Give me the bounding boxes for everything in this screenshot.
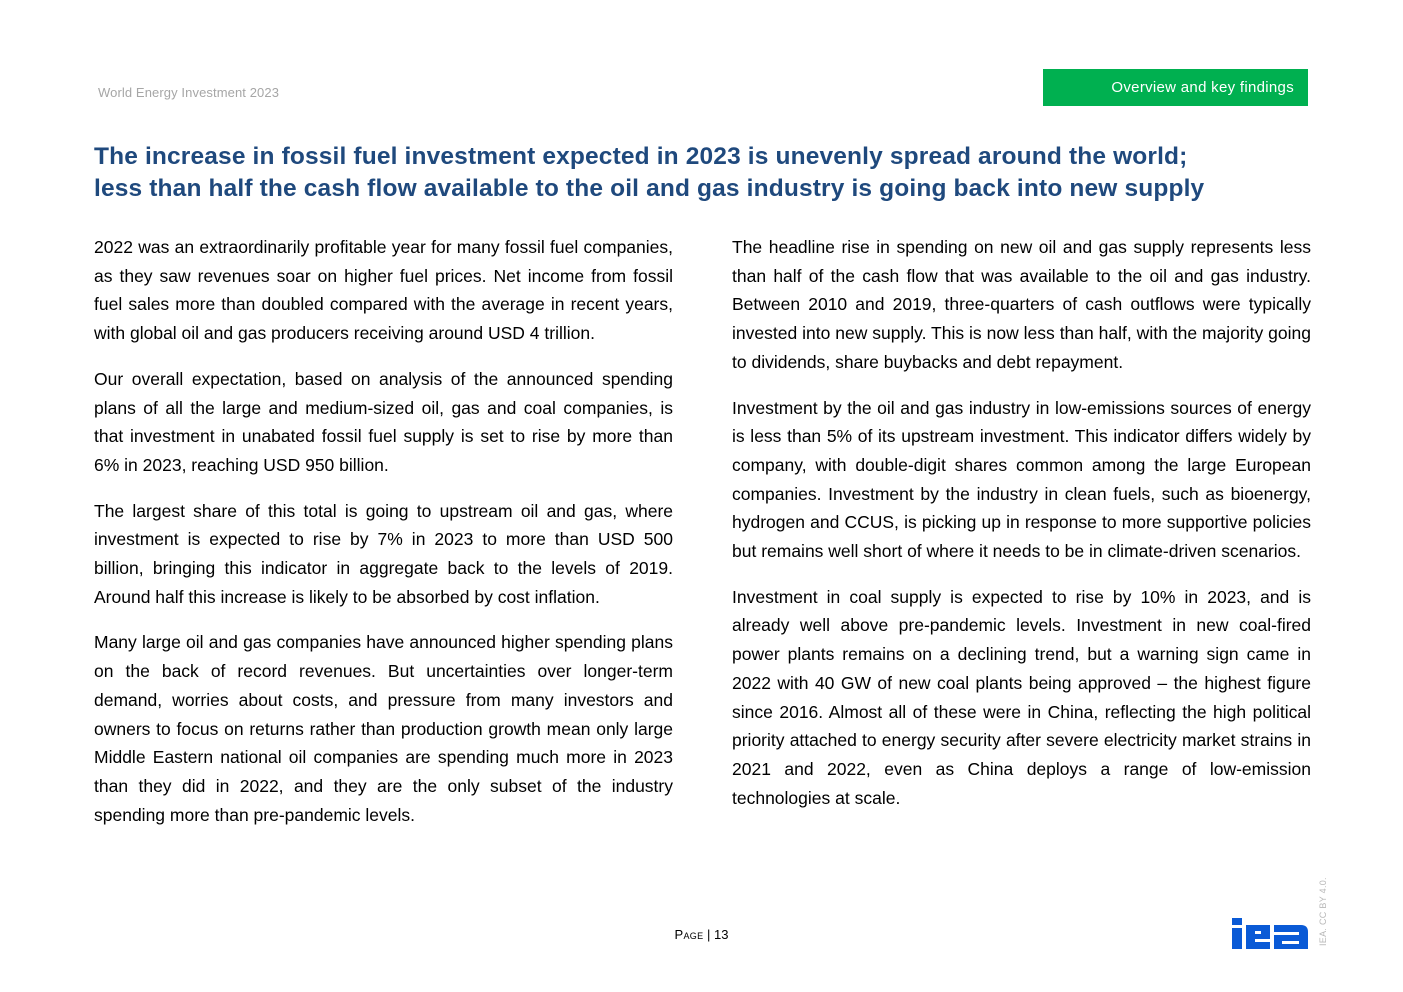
logo-a — [1274, 925, 1308, 949]
left-column — [94, 233, 673, 846]
paragraph: Our overall expectation, based on analysis of the announced spending plans of all the large and medium-sized oil, gas and coal companies, is that investment in unabated fossil fuel supply is set to rise by more than 6% in 2023, reaching USD 950 billion. — [94, 368, 673, 475]
paragraph: Many large oil and gas companies have announced higher spending plans on the back of record revenues. But uncertainties over longer-term demand, worries about costs, and pressure from many investors and owners to focus on returns rather than production growth mean only large Middle Eastern national oil companies are spending much more in 2023 than they did in 2022, and they are the only subset of the industry spending more than pre-pandemic levels. — [94, 632, 673, 825]
paragraph: Investment by the oil and gas industry in low-emissions sources of energy is less than 5% of its upstream investment. This indicator differs widely by company, with double-digit shares common among the large European companies. Investment by the industry in clean fuels, such as bioenergy, hydrogen and CCUS, is picking up in response to more supportive policies but remains well short of where it needs to be in climate-driven scenarios. — [732, 397, 1311, 562]
license-text: IEA. CC BY 4.0. — [1318, 877, 1328, 946]
logo-i-stem — [1232, 928, 1242, 949]
page-separator: | — [707, 927, 711, 942]
page-number — [0, 927, 1403, 942]
report-name: World Energy Investment 2023 — [98, 85, 280, 100]
paragraph: Investment in coal supply is expected to rise by 10% in 2023, and is already well above pre-pandemic levels. Investment in new coal-fired power plants remains on a declining trend, but a warning sign came in 2022 with 40 GW of new coal plants being approved – the highest figure since 2016. Almost all of these were in China, reflecting the high political priority attached to energy security after severe electricity market strains in 2021 and 2022, even as China deploys a range of low-emission technologies at scale. — [732, 586, 1311, 808]
page-headline — [94, 141, 1324, 205]
page-label: Page — [674, 927, 704, 942]
headline-line-1: The increase in fossil fuel investment expected in 2023 is unevenly spread around the world; — [94, 143, 1188, 170]
iea-logo — [1232, 915, 1310, 951]
page-number-value: 13 — [714, 927, 729, 942]
section-tab — [1043, 69, 1308, 106]
section-tab-label: Overview and key findings — [1111, 79, 1294, 96]
paragraph: The largest share of this total is going to upstream oil and gas, where investment is expected to rise by 7% in 2023 to more than USD 500 billion, bringing this indicator in aggregate back to the levels of 2019. Around half this increase is likely to be absorbed by cost inflation. — [94, 500, 673, 607]
headline-line-2: less than half the cash flow available to the oil and gas industry is going back into new supply — [94, 175, 1205, 202]
paragraph: The headline rise in spending on new oil and gas supply represents less than half of the cash flow that was available to the oil and gas industry. Between 2010 and 2019, three-quarters of cash outflows were typically invested into new supply. This is now less than half, with the majority going to dividends, share buybacks and debt repayment. — [732, 237, 1311, 372]
logo-i-dot — [1232, 918, 1242, 925]
logo-e — [1246, 925, 1270, 949]
right-column — [732, 233, 1311, 829]
paragraph: 2022 was an extraordinarily profitable year for many fossil fuel companies, as they saw revenues soar on higher fuel prices. Net income from fossil fuel sales more than doubled compared with the average in recent years, with global oil and gas producers receiving around USD 4 trillion. — [94, 237, 673, 344]
